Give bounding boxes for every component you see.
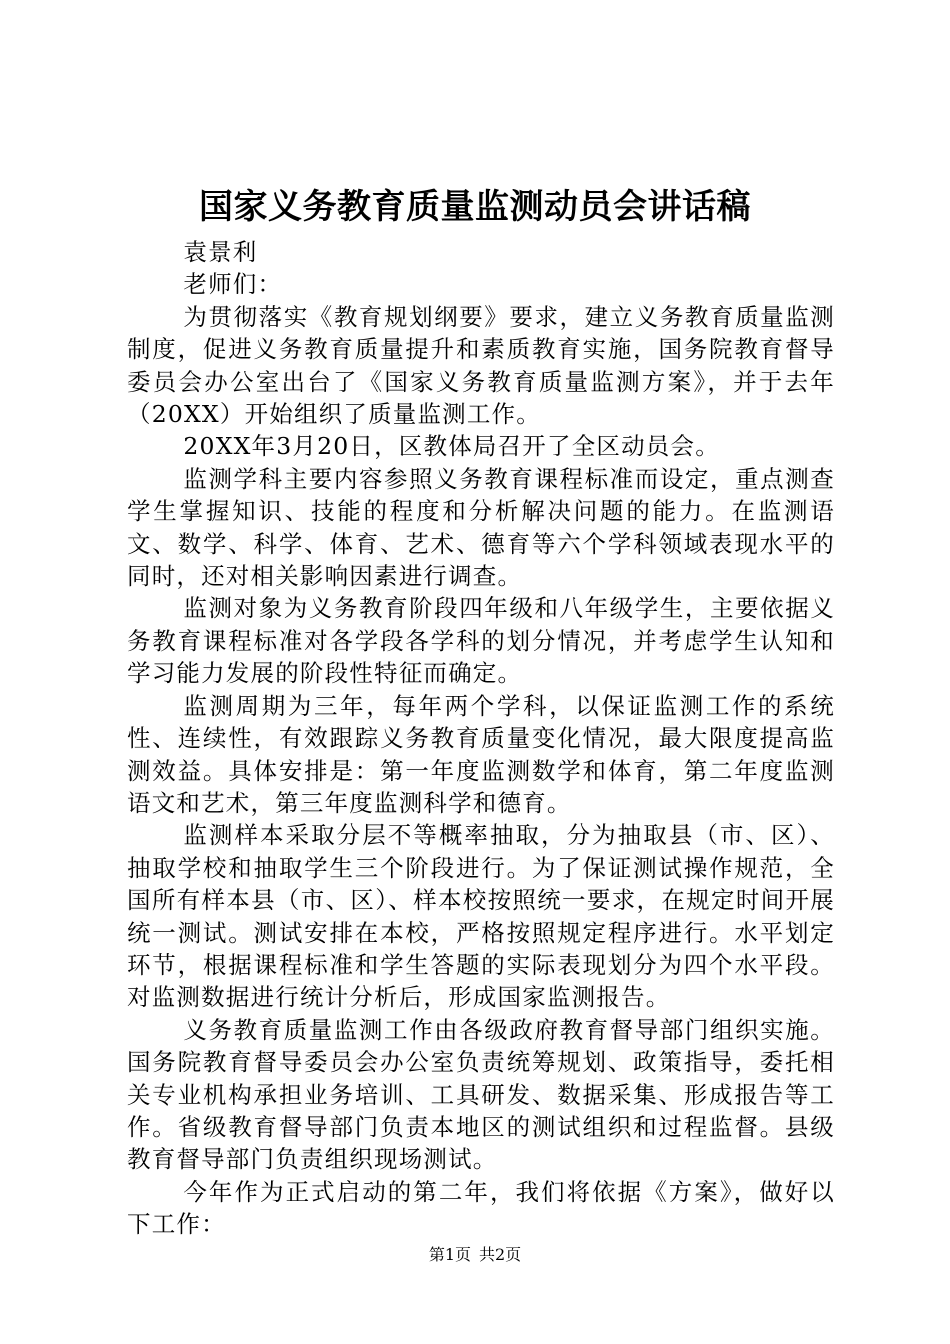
paragraph-6: 监测样本采取分层不等概率抽取，分为抽取县（市、区）、抽取学校和抽取学生三个阶段进行。为了保证测试操作规范，全国所有样本县（市、区）、样本校按照统一要求，在规定时间开展统一测试。测试安排在本校，严格按照规定程序进行。水平划定环节，根据课程标准和学生答题的实际表现划分为四个水平段。对监测数据进行统计分析后，形成国家监测报告。 — [127, 821, 835, 1012]
page-footer — [0, 1243, 950, 1267]
greeting-line: 老师们： — [183, 270, 283, 299]
paragraph-3: 监测学科主要内容参照义务教育课程标准而设定，重点测查学生掌握知识、技能的程度和分析解决问题的能力。在监测语文、数学、科学、体育、艺术、德育等六个学科领域表现水平的同时，还对相关影响因素进行调查。 — [127, 464, 835, 591]
paragraph-1: 为贯彻落实《教育规划纲要》要求，建立义务教育质量监测制度，促进义务教育质量提升和素质教育实施，国务院教育督导委员会办公室出台了《国家义务教育质量监测方案》，并于去年（20XX）开始组织了质量监测工作。 — [127, 302, 835, 429]
paragraph-4: 监测对象为义务教育阶段四年级和八年级学生，主要依据义务教育课程标准对各学段各学科的划分情况，并考虑学生认知和学习能力发展的阶段性特征而确定。 — [127, 594, 835, 688]
paragraph-5: 监测周期为三年，每年两个学科，以保证监测工作的系统性、连续性，有效跟踪义务教育质量变化情况，最大限度提高监测效益。具体安排是：第一年度监测数学和体育，第二年度监测语文和艺术，第三年度监测科学和德育。 — [127, 691, 835, 817]
paragraph-7: 义务教育质量监测工作由各级政府教育督导部门组织实施。国务院教育督导委员会办公室负责统筹规划、政策指导，委托相关专业机构承担业务培训、工具研发、数据采集、形成报告等工作。省级教育督导部门负责本地区的测试组织和过程监督。县级教育督导部门负责组织现场测试。 — [127, 1015, 835, 1174]
page-total: 共2页 — [479, 1245, 522, 1264]
document-body — [127, 236, 835, 1241]
paragraph-8: 今年作为正式启动的第二年，我们将依据《方案》，做好以下工作： — [127, 1177, 835, 1239]
page-number: 第1页 — [428, 1245, 471, 1264]
document-title: 国家义务教育质量监测动员会讲话稿 — [199, 187, 751, 227]
paragraph-2: 20XX年3月20日，区教体局召开了全区动员会。 — [183, 432, 720, 461]
author-line: 袁景利 — [183, 238, 258, 266]
